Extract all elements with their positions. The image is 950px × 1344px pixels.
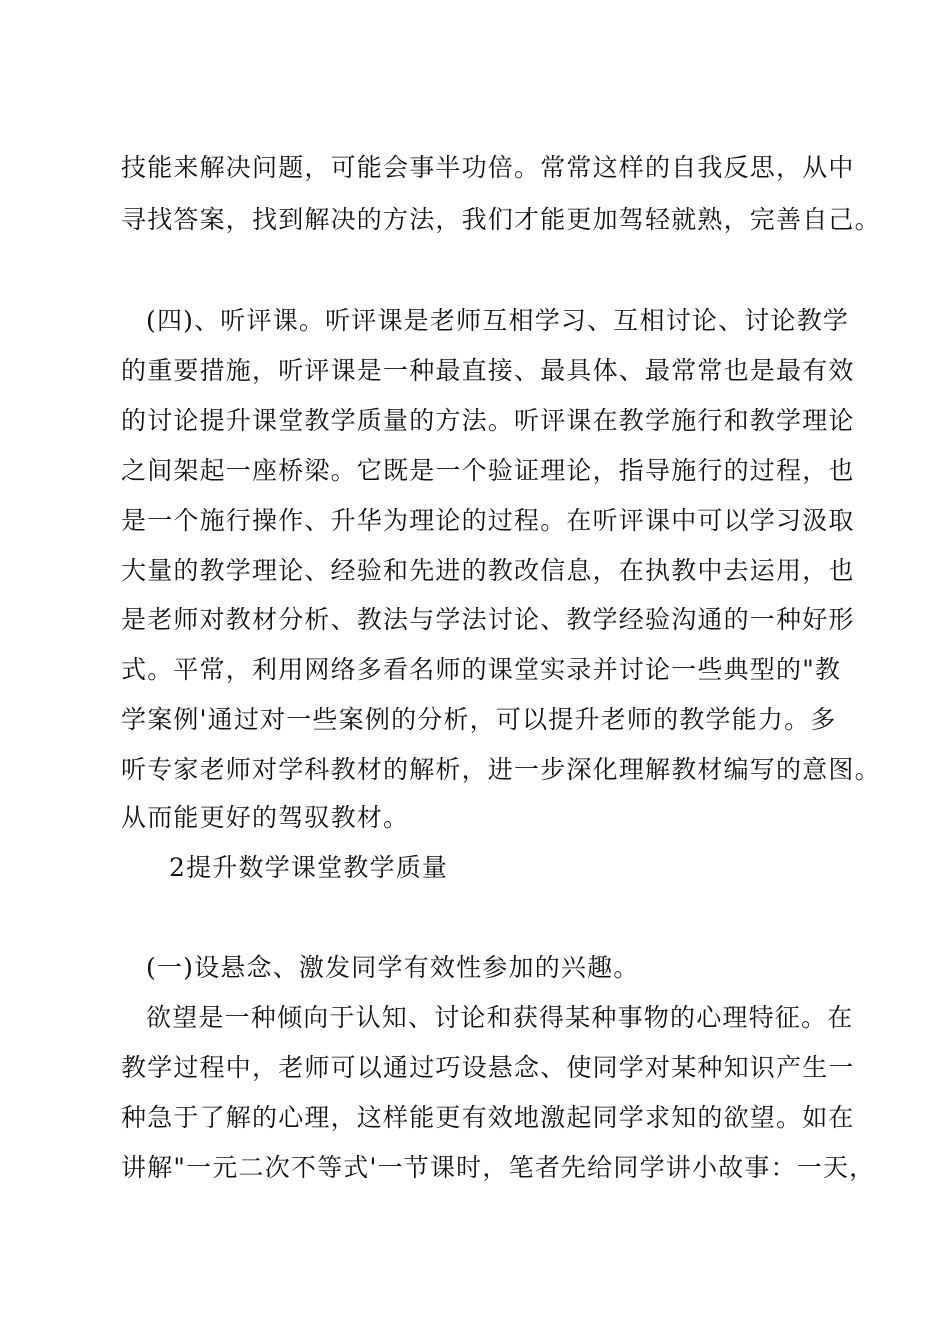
- paragraph-line: 式。平常，利用网络多看名师的课堂实录并讨论一些典型的"教: [121, 655, 842, 684]
- paragraph-line: 欲望是一种倾向于认知、讨论和获得某种事物的心理特征。在: [146, 1003, 854, 1032]
- paragraph-line: 听专家老师对学科教材的解析，进一步深化理解教材编写的意图。: [121, 755, 881, 784]
- subsection-heading: (一)设悬念、激发同学有效性参加的兴趣。: [146, 953, 640, 982]
- paragraph-line: 教学过程中，老师可以通过巧设悬念、使同学对某种知识产生一: [121, 1053, 855, 1082]
- paragraph-line: 的重要措施，听评课是一种最直接、最具体、最常常也是最有效: [121, 356, 855, 385]
- paragraph-line: 种急于了解的心理，这样能更有效地激起同学求知的欲望。如在: [121, 1103, 855, 1132]
- paragraph-line: 之间架起一座桥梁。它既是一个验证理论，指导施行的过程，也: [121, 456, 855, 485]
- paragraph-line: 大量的教学理论、经验和先进的教改信息，在执教中去运用，也: [121, 556, 855, 585]
- paragraph-line: 学案例'通过对一些案例的分析，可以提升老师的教学能力。多: [121, 705, 837, 734]
- section-heading-line: (四)、听评课。听评课是老师互相学习、互相讨论、讨论教学: [146, 306, 850, 335]
- paragraph-line: 寻找答案，找到解决的方法，我们才能更加驾轻就熟，完善自己。: [121, 205, 881, 234]
- paragraph-line: 从而能更好的驾驭教材。: [121, 803, 410, 832]
- section-title: 2提升数学课堂教学质量: [169, 853, 449, 882]
- paragraph-line: 技能来解决问题，可能会事半功倍。常常这样的自我反思，从中: [121, 153, 855, 182]
- paragraph-line: 讲解"一元二次不等式'一节课时，笔者先给同学讲小故事：一天，: [121, 1153, 876, 1182]
- paragraph-line: 是老师对教材分析、教法与学法讨论、教学经验沟通的一种好形: [121, 605, 855, 634]
- paragraph-line: 是一个施行操作、升华为理论的过程。在听评课中可以学习汲取: [121, 506, 855, 535]
- paragraph-line: 的讨论提升课堂教学质量的方法。听评课在教学施行和教学理论: [121, 406, 855, 435]
